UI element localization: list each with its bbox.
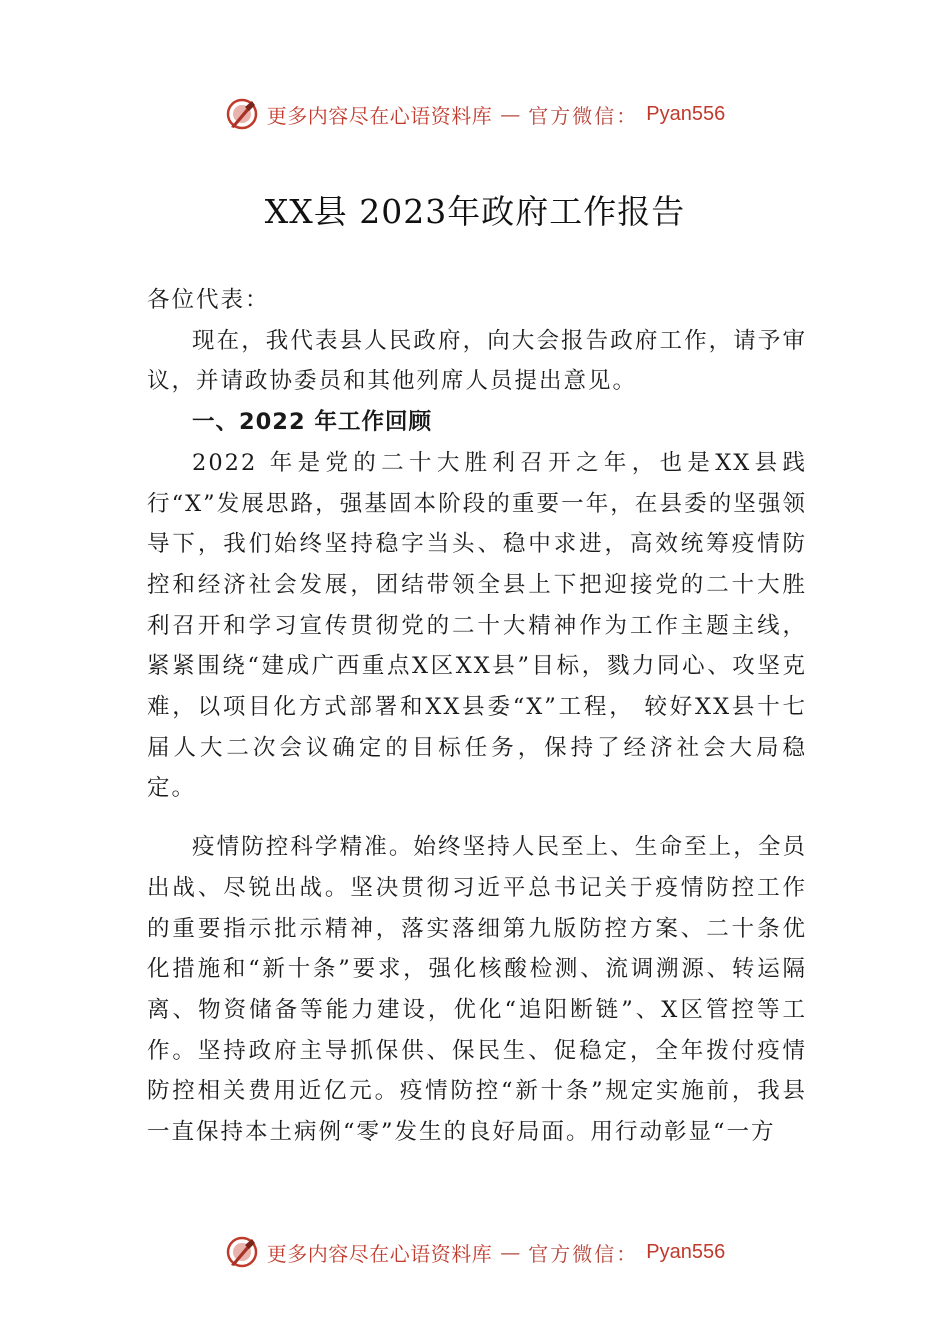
watermark-banner-top <box>0 92 950 136</box>
watermark-separator: — <box>500 1240 521 1264</box>
salutation: 各位代表： <box>147 287 270 313</box>
intro-paragraph: 现在，我代表县人民政府，向大会报告政府工作，请予审议，并请政协委员和其他列席人员提出意见。 <box>147 327 807 395</box>
watermark-text: 更多内容尽在心语资料库 <box>266 103 493 128</box>
epidemic-paragraph: 疫情防控科学精准。始终坚持人民至上、生命至上，全员出战、尽锐出战。坚决贯彻习近平总书记关于疫情防控工作的重要指示批示精神，落实落细第九版防控方案、二十条优化措施和“新十条”要求，强化核酸检测、流调溯源、转运隔离、物资储备等能力建设，优化“追阳断链”、X区管控等工作。坚持政府主导抓保供、保民生、促稳定，全年拨付疫情防控相关费用近亿元。疫情防控“新十条”规定实施前，我县一直保持本土病例“零”发生的良好局面。用行动彰显“一方 <box>147 834 807 1146</box>
watermark-wechat-id: Pyan556 <box>646 1240 726 1263</box>
watermark-wechat-label: 官方微信： <box>528 1241 639 1266</box>
document-body <box>147 280 807 1153</box>
quill-seal-logo-icon <box>225 97 259 131</box>
review-paragraph: 2022 年是党的二十大胜利召开之年，也是XX县践行“X”发展思路，强基固本阶段的重要一年，在县委的坚强领导下，我们始终坚持稳字当头、稳中求进，高效统筹疫情防控和经济社会发展，团结带领全县上下把迎接党的二十大胜利召开和学习宣传贯彻党的二十大精神作为工作主题主线，紧紧围绕“建成广西重点X区XX县”目标，戮力同心、攻坚克难，以项目化方式部署和XX县委“X”工程， 较好XX县十七届人大二次会议确定的目标任务，保持了经济社会大局稳定。 <box>147 449 807 802</box>
document-title: XX县 2023年政府工作报告 <box>264 192 686 231</box>
watermark-separator: — <box>500 102 521 126</box>
watermark-wechat-id: Pyan556 <box>646 102 726 125</box>
watermark-wechat-label: 官方微信： <box>528 103 639 128</box>
watermark-text: 更多内容尽在心语资料库 <box>266 1241 493 1266</box>
section-heading: 一、2022 年工作回顾 <box>192 409 432 436</box>
quill-seal-logo-icon <box>225 1235 259 1269</box>
watermark-banner-bottom <box>0 1230 950 1274</box>
